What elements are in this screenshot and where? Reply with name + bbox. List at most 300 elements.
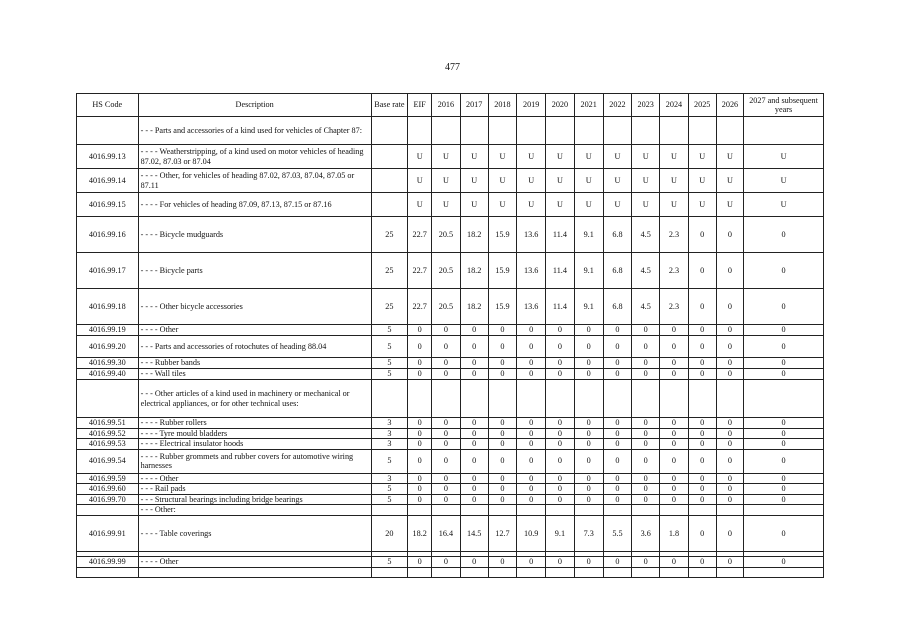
rate-cell: 0 bbox=[432, 494, 460, 505]
rate-cell bbox=[574, 505, 603, 516]
rate-cell: 0 bbox=[716, 217, 743, 253]
rate-cell: 0 bbox=[688, 473, 716, 484]
rate-cell bbox=[688, 117, 716, 145]
rate-cell: 22.7 bbox=[408, 217, 432, 253]
hs-code-cell: 4016.99.51 bbox=[77, 418, 139, 429]
table-row bbox=[77, 217, 824, 253]
rate-cell: U bbox=[574, 193, 603, 217]
rate-cell: U bbox=[546, 169, 574, 193]
rate-cell bbox=[546, 505, 574, 516]
rate-cell: 10.9 bbox=[517, 516, 546, 552]
rate-cell: 0 bbox=[460, 325, 488, 336]
rate-cell: 20.5 bbox=[432, 253, 460, 289]
rate-cell: 0 bbox=[603, 557, 631, 568]
rate-cell: 0 bbox=[660, 494, 688, 505]
rate-cell: 0 bbox=[632, 449, 660, 473]
header-cell: 2024 bbox=[660, 94, 688, 117]
description-cell: - - - - Other bbox=[138, 325, 371, 336]
rate-cell: 0 bbox=[574, 449, 603, 473]
rate-cell: U bbox=[408, 169, 432, 193]
rate-cell: U bbox=[660, 169, 688, 193]
rate-cell: 0 bbox=[688, 217, 716, 253]
rate-cell: 0 bbox=[632, 557, 660, 568]
rate-cell: 0 bbox=[546, 358, 574, 369]
rate-cell: 0 bbox=[688, 516, 716, 552]
header-cell: HS Code bbox=[77, 94, 139, 117]
table-row bbox=[77, 117, 824, 145]
rate-cell: U bbox=[408, 193, 432, 217]
rate-cell: U bbox=[432, 193, 460, 217]
base-rate-cell: 3 bbox=[371, 428, 407, 439]
rate-cell: 0 bbox=[574, 473, 603, 484]
rate-cell bbox=[716, 117, 743, 145]
rate-cell: 0 bbox=[488, 449, 516, 473]
rate-cell: 4.5 bbox=[632, 253, 660, 289]
rate-cell: 0 bbox=[632, 484, 660, 495]
rate-cell: 0 bbox=[546, 325, 574, 336]
table-row bbox=[77, 449, 824, 473]
rate-cell: 0 bbox=[574, 557, 603, 568]
rate-cell: 0 bbox=[408, 358, 432, 369]
rate-cell: 3.6 bbox=[632, 516, 660, 552]
rate-cell: 0 bbox=[517, 369, 546, 380]
rate-cell: 0 bbox=[716, 289, 743, 325]
rate-cell: U bbox=[716, 145, 743, 169]
rate-cell: 0 bbox=[660, 473, 688, 484]
rate-cell: 0 bbox=[660, 557, 688, 568]
hs-code-cell bbox=[77, 117, 139, 145]
rate-cell bbox=[432, 117, 460, 145]
hs-code-cell: 4016.99.59 bbox=[77, 473, 139, 484]
rate-cell: 0 bbox=[408, 418, 432, 429]
base-rate-cell bbox=[371, 169, 407, 193]
rate-cell bbox=[660, 380, 688, 418]
rate-cell: 0 bbox=[632, 439, 660, 450]
rate-cell: 0 bbox=[432, 418, 460, 429]
header-cell: Description bbox=[138, 94, 371, 117]
rate-cell: 0 bbox=[517, 494, 546, 505]
table-row bbox=[77, 358, 824, 369]
base-rate-cell: 5 bbox=[371, 369, 407, 380]
rate-cell: U bbox=[517, 169, 546, 193]
rate-cell: U bbox=[688, 169, 716, 193]
header-cell: Base rate bbox=[371, 94, 407, 117]
rate-cell: 0 bbox=[744, 494, 824, 505]
rate-cell: 13.6 bbox=[517, 217, 546, 253]
hs-code-cell bbox=[77, 380, 139, 418]
rate-cell bbox=[744, 117, 824, 145]
table-row bbox=[77, 428, 824, 439]
rate-cell bbox=[408, 568, 432, 578]
table-row bbox=[77, 336, 824, 358]
header-cell: 2025 bbox=[688, 94, 716, 117]
rate-cell: 0 bbox=[432, 484, 460, 495]
rate-cell: 9.1 bbox=[574, 217, 603, 253]
base-rate-cell: 20 bbox=[371, 516, 407, 552]
rate-cell: 0 bbox=[688, 484, 716, 495]
rate-cell: 13.6 bbox=[517, 253, 546, 289]
table-row bbox=[77, 439, 824, 450]
description-cell: - - - Parts and accessories of a kind used for vehicles of Chapter 87: bbox=[138, 117, 371, 145]
rate-cell: 0 bbox=[603, 336, 631, 358]
rate-cell: 0 bbox=[517, 484, 546, 495]
rate-cell: 15.9 bbox=[488, 253, 516, 289]
header-cell: 2022 bbox=[603, 94, 631, 117]
base-rate-cell bbox=[371, 568, 407, 578]
rate-cell: 0 bbox=[432, 336, 460, 358]
rate-cell: U bbox=[603, 193, 631, 217]
rate-cell: 6.8 bbox=[603, 253, 631, 289]
tariff-schedule-table bbox=[76, 93, 824, 578]
rate-cell: 0 bbox=[517, 428, 546, 439]
header-cell: 2021 bbox=[574, 94, 603, 117]
rate-cell: 0 bbox=[716, 449, 743, 473]
rate-cell: 0 bbox=[546, 439, 574, 450]
rate-cell: 0 bbox=[716, 253, 743, 289]
base-rate-cell bbox=[371, 505, 407, 516]
rate-cell: 0 bbox=[574, 418, 603, 429]
rate-cell bbox=[688, 380, 716, 418]
rate-cell: 0 bbox=[688, 449, 716, 473]
rate-cell: 0 bbox=[716, 557, 743, 568]
rate-cell: 0 bbox=[517, 358, 546, 369]
rate-cell: 0 bbox=[632, 428, 660, 439]
description-cell: - - - - Bicycle parts bbox=[138, 253, 371, 289]
rate-cell: 0 bbox=[716, 336, 743, 358]
rate-cell: U bbox=[660, 193, 688, 217]
hs-code-cell: 4016.99.99 bbox=[77, 557, 139, 568]
rate-cell bbox=[432, 380, 460, 418]
table-row bbox=[77, 169, 824, 193]
hs-code-cell: 4016.99.15 bbox=[77, 193, 139, 217]
rate-cell bbox=[688, 568, 716, 578]
rate-cell: 0 bbox=[546, 369, 574, 380]
rate-cell: U bbox=[632, 193, 660, 217]
rate-cell bbox=[716, 505, 743, 516]
rate-cell: 0 bbox=[688, 494, 716, 505]
rate-cell: 0 bbox=[432, 439, 460, 450]
description-cell: - - - - Other bicycle accessories bbox=[138, 289, 371, 325]
rate-cell bbox=[488, 568, 516, 578]
hs-code-cell: 4016.99.91 bbox=[77, 516, 139, 552]
rate-cell bbox=[744, 568, 824, 578]
rate-cell: 0 bbox=[660, 428, 688, 439]
rate-cell: U bbox=[603, 169, 631, 193]
hs-code-cell: 4016.99.53 bbox=[77, 439, 139, 450]
rate-cell: 0 bbox=[744, 289, 824, 325]
description-cell: - - - - Other bbox=[138, 473, 371, 484]
rate-cell bbox=[744, 505, 824, 516]
base-rate-cell: 25 bbox=[371, 289, 407, 325]
rate-cell: 9.1 bbox=[574, 253, 603, 289]
rate-cell: 0 bbox=[488, 336, 516, 358]
rate-cell: 0 bbox=[716, 358, 743, 369]
base-rate-cell bbox=[371, 380, 407, 418]
rate-cell: 0 bbox=[603, 449, 631, 473]
hs-code-cell bbox=[77, 568, 139, 578]
table-row bbox=[77, 289, 824, 325]
rate-cell: U bbox=[632, 145, 660, 169]
description-cell: - - - Rail pads bbox=[138, 484, 371, 495]
rate-cell: 0 bbox=[632, 336, 660, 358]
rate-cell bbox=[408, 380, 432, 418]
rate-cell bbox=[517, 380, 546, 418]
rate-cell bbox=[744, 380, 824, 418]
rate-cell: 0 bbox=[546, 336, 574, 358]
rate-cell bbox=[408, 505, 432, 516]
rate-cell: U bbox=[460, 145, 488, 169]
rate-cell: 0 bbox=[517, 449, 546, 473]
hs-code-cell: 4016.99.14 bbox=[77, 169, 139, 193]
rate-cell: 0 bbox=[603, 439, 631, 450]
rate-cell bbox=[488, 117, 516, 145]
rate-cell bbox=[688, 505, 716, 516]
rate-cell bbox=[632, 568, 660, 578]
rate-cell bbox=[488, 505, 516, 516]
rate-cell: U bbox=[546, 193, 574, 217]
rate-cell: 0 bbox=[744, 484, 824, 495]
description-cell: - - - - Other bbox=[138, 557, 371, 568]
hs-code-cell: 4016.99.54 bbox=[77, 449, 139, 473]
table-row bbox=[77, 557, 824, 568]
description-cell: - - - Parts and accessories of rotochutes of heading 88.04 bbox=[138, 336, 371, 358]
rate-cell: 18.2 bbox=[460, 253, 488, 289]
base-rate-cell bbox=[371, 193, 407, 217]
rate-cell: 18.2 bbox=[460, 217, 488, 253]
description-cell bbox=[138, 568, 371, 578]
rate-cell: 22.7 bbox=[408, 289, 432, 325]
table-row bbox=[77, 516, 824, 552]
table-row bbox=[77, 325, 824, 336]
hs-code-cell bbox=[77, 505, 139, 516]
rate-cell: 0 bbox=[546, 473, 574, 484]
rate-cell: 0 bbox=[688, 289, 716, 325]
rate-cell: U bbox=[432, 145, 460, 169]
rate-cell: 0 bbox=[517, 325, 546, 336]
hs-code-cell: 4016.99.17 bbox=[77, 253, 139, 289]
rate-cell: U bbox=[488, 145, 516, 169]
header-cell: 2017 bbox=[460, 94, 488, 117]
rate-cell: 0 bbox=[574, 439, 603, 450]
rate-cell: 0 bbox=[408, 428, 432, 439]
rate-cell: 0 bbox=[517, 557, 546, 568]
rate-cell bbox=[603, 568, 631, 578]
rate-cell: 0 bbox=[660, 369, 688, 380]
header-cell: EIF bbox=[408, 94, 432, 117]
rate-cell: U bbox=[688, 193, 716, 217]
rate-cell: 0 bbox=[603, 428, 631, 439]
rate-cell: 20.5 bbox=[432, 289, 460, 325]
table-row bbox=[77, 193, 824, 217]
rate-cell: 0 bbox=[660, 439, 688, 450]
rate-cell: U bbox=[488, 193, 516, 217]
hs-code-cell: 4016.99.30 bbox=[77, 358, 139, 369]
rate-cell bbox=[632, 505, 660, 516]
rate-cell: 0 bbox=[432, 428, 460, 439]
rate-cell: 11.4 bbox=[546, 253, 574, 289]
description-cell: - - - - Bicycle mudguards bbox=[138, 217, 371, 253]
rate-cell: 0 bbox=[488, 473, 516, 484]
rate-cell: 0 bbox=[432, 358, 460, 369]
rate-cell bbox=[408, 117, 432, 145]
rate-cell: 0 bbox=[408, 494, 432, 505]
rate-cell: 0 bbox=[408, 484, 432, 495]
rate-cell: 15.9 bbox=[488, 289, 516, 325]
base-rate-cell bbox=[371, 145, 407, 169]
rate-cell: 0 bbox=[546, 428, 574, 439]
rate-cell: 0 bbox=[574, 325, 603, 336]
rate-cell: 0 bbox=[460, 418, 488, 429]
table-row bbox=[77, 473, 824, 484]
header-cell: 2027 and subsequent years bbox=[744, 94, 824, 117]
rate-cell: U bbox=[408, 145, 432, 169]
description-cell: - - - - Rubber grommets and rubber covers for automotive wiring harnesses bbox=[138, 449, 371, 473]
rate-cell: 0 bbox=[716, 484, 743, 495]
rate-cell: U bbox=[517, 145, 546, 169]
rate-cell: 0 bbox=[603, 369, 631, 380]
rate-cell: 0 bbox=[517, 439, 546, 450]
rate-cell: 1.8 bbox=[660, 516, 688, 552]
rate-cell: U bbox=[716, 193, 743, 217]
rate-cell bbox=[632, 117, 660, 145]
rate-cell: 0 bbox=[432, 325, 460, 336]
rate-cell bbox=[517, 568, 546, 578]
rate-cell bbox=[488, 380, 516, 418]
rate-cell: 0 bbox=[460, 557, 488, 568]
rate-cell: 9.1 bbox=[574, 289, 603, 325]
rate-cell: 0 bbox=[460, 494, 488, 505]
rate-cell: 0 bbox=[432, 473, 460, 484]
rate-cell: 0 bbox=[603, 484, 631, 495]
hs-code-cell: 4016.99.16 bbox=[77, 217, 139, 253]
rate-cell: 0 bbox=[603, 325, 631, 336]
header-cell: 2018 bbox=[488, 94, 516, 117]
rate-cell bbox=[432, 505, 460, 516]
rate-cell: 0 bbox=[603, 473, 631, 484]
rate-cell: 0 bbox=[688, 428, 716, 439]
rate-cell: 0 bbox=[546, 494, 574, 505]
rate-cell: 0 bbox=[632, 494, 660, 505]
rate-cell: 0 bbox=[546, 449, 574, 473]
rate-cell: 0 bbox=[688, 557, 716, 568]
base-rate-cell: 25 bbox=[371, 253, 407, 289]
rate-cell: 0 bbox=[660, 358, 688, 369]
rate-cell: 0 bbox=[632, 473, 660, 484]
rate-cell: 0 bbox=[517, 473, 546, 484]
rate-cell: 5.5 bbox=[603, 516, 631, 552]
base-rate-cell: 5 bbox=[371, 325, 407, 336]
rate-cell: 0 bbox=[546, 557, 574, 568]
table-row bbox=[77, 145, 824, 169]
description-cell: - - - - Tyre mould bladders bbox=[138, 428, 371, 439]
rate-cell: U bbox=[744, 169, 824, 193]
table-row bbox=[77, 253, 824, 289]
rate-cell: 0 bbox=[688, 439, 716, 450]
rate-cell: 13.6 bbox=[517, 289, 546, 325]
rate-cell: 0 bbox=[716, 418, 743, 429]
description-cell: - - - - Electrical insulator hoods bbox=[138, 439, 371, 450]
rate-cell: 7.3 bbox=[574, 516, 603, 552]
rate-cell: 0 bbox=[632, 358, 660, 369]
rate-cell: 0 bbox=[660, 336, 688, 358]
rate-cell: U bbox=[574, 145, 603, 169]
rate-cell bbox=[660, 505, 688, 516]
rate-cell: 0 bbox=[603, 358, 631, 369]
header-cell: 2019 bbox=[517, 94, 546, 117]
rate-cell: 0 bbox=[488, 369, 516, 380]
description-cell: - - - - Other, for vehicles of heading 87.02, 87.03, 87.04, 87.05 or 87.11 bbox=[138, 169, 371, 193]
rate-cell: 0 bbox=[408, 439, 432, 450]
rate-cell bbox=[546, 380, 574, 418]
header-cell: 2026 bbox=[716, 94, 743, 117]
hs-code-cell: 4016.99.52 bbox=[77, 428, 139, 439]
rate-cell: 12.7 bbox=[488, 516, 516, 552]
rate-cell: 0 bbox=[488, 557, 516, 568]
rate-cell: 0 bbox=[574, 358, 603, 369]
rate-cell: 2.3 bbox=[660, 289, 688, 325]
rate-cell: 0 bbox=[716, 516, 743, 552]
table-row bbox=[77, 505, 824, 516]
base-rate-cell: 25 bbox=[371, 217, 407, 253]
rate-cell: 18.2 bbox=[460, 289, 488, 325]
rate-cell: 0 bbox=[408, 449, 432, 473]
rate-cell bbox=[460, 380, 488, 418]
rate-cell: 0 bbox=[517, 336, 546, 358]
description-cell: - - - Rubber bands bbox=[138, 358, 371, 369]
rate-cell: 0 bbox=[488, 418, 516, 429]
rate-cell: 0 bbox=[574, 428, 603, 439]
description-cell: - - - - Rubber rollers bbox=[138, 418, 371, 429]
page-number: 477 bbox=[445, 62, 460, 73]
rate-cell bbox=[603, 117, 631, 145]
rate-cell: 0 bbox=[660, 418, 688, 429]
rate-cell: 0 bbox=[744, 428, 824, 439]
rate-cell: 0 bbox=[432, 369, 460, 380]
rate-cell: U bbox=[488, 169, 516, 193]
rate-cell: 0 bbox=[574, 336, 603, 358]
rate-cell: 0 bbox=[460, 439, 488, 450]
rate-cell: 0 bbox=[660, 484, 688, 495]
rate-cell: 2.3 bbox=[660, 217, 688, 253]
rate-cell: 0 bbox=[688, 253, 716, 289]
rate-cell: 20.5 bbox=[432, 217, 460, 253]
table-row bbox=[77, 494, 824, 505]
rate-cell: 0 bbox=[744, 325, 824, 336]
table-header-row bbox=[77, 94, 824, 117]
base-rate-cell bbox=[371, 117, 407, 145]
rate-cell bbox=[460, 117, 488, 145]
rate-cell: 0 bbox=[744, 358, 824, 369]
rate-cell: 0 bbox=[488, 484, 516, 495]
rate-cell: U bbox=[517, 193, 546, 217]
hs-code-cell: 4016.99.18 bbox=[77, 289, 139, 325]
rate-cell: 0 bbox=[574, 494, 603, 505]
rate-cell bbox=[574, 117, 603, 145]
rate-cell: 0 bbox=[716, 369, 743, 380]
hs-code-cell: 4016.99.19 bbox=[77, 325, 139, 336]
rate-cell: 0 bbox=[460, 473, 488, 484]
rate-cell: 0 bbox=[460, 449, 488, 473]
rate-cell: U bbox=[744, 193, 824, 217]
rate-cell: 2.3 bbox=[660, 253, 688, 289]
table-row bbox=[77, 418, 824, 429]
rate-cell: 0 bbox=[488, 358, 516, 369]
rate-cell bbox=[716, 380, 743, 418]
table-row bbox=[77, 369, 824, 380]
rate-cell: 0 bbox=[432, 449, 460, 473]
rate-cell bbox=[517, 505, 546, 516]
description-cell: - - - Structural bearings including bridge bearings bbox=[138, 494, 371, 505]
